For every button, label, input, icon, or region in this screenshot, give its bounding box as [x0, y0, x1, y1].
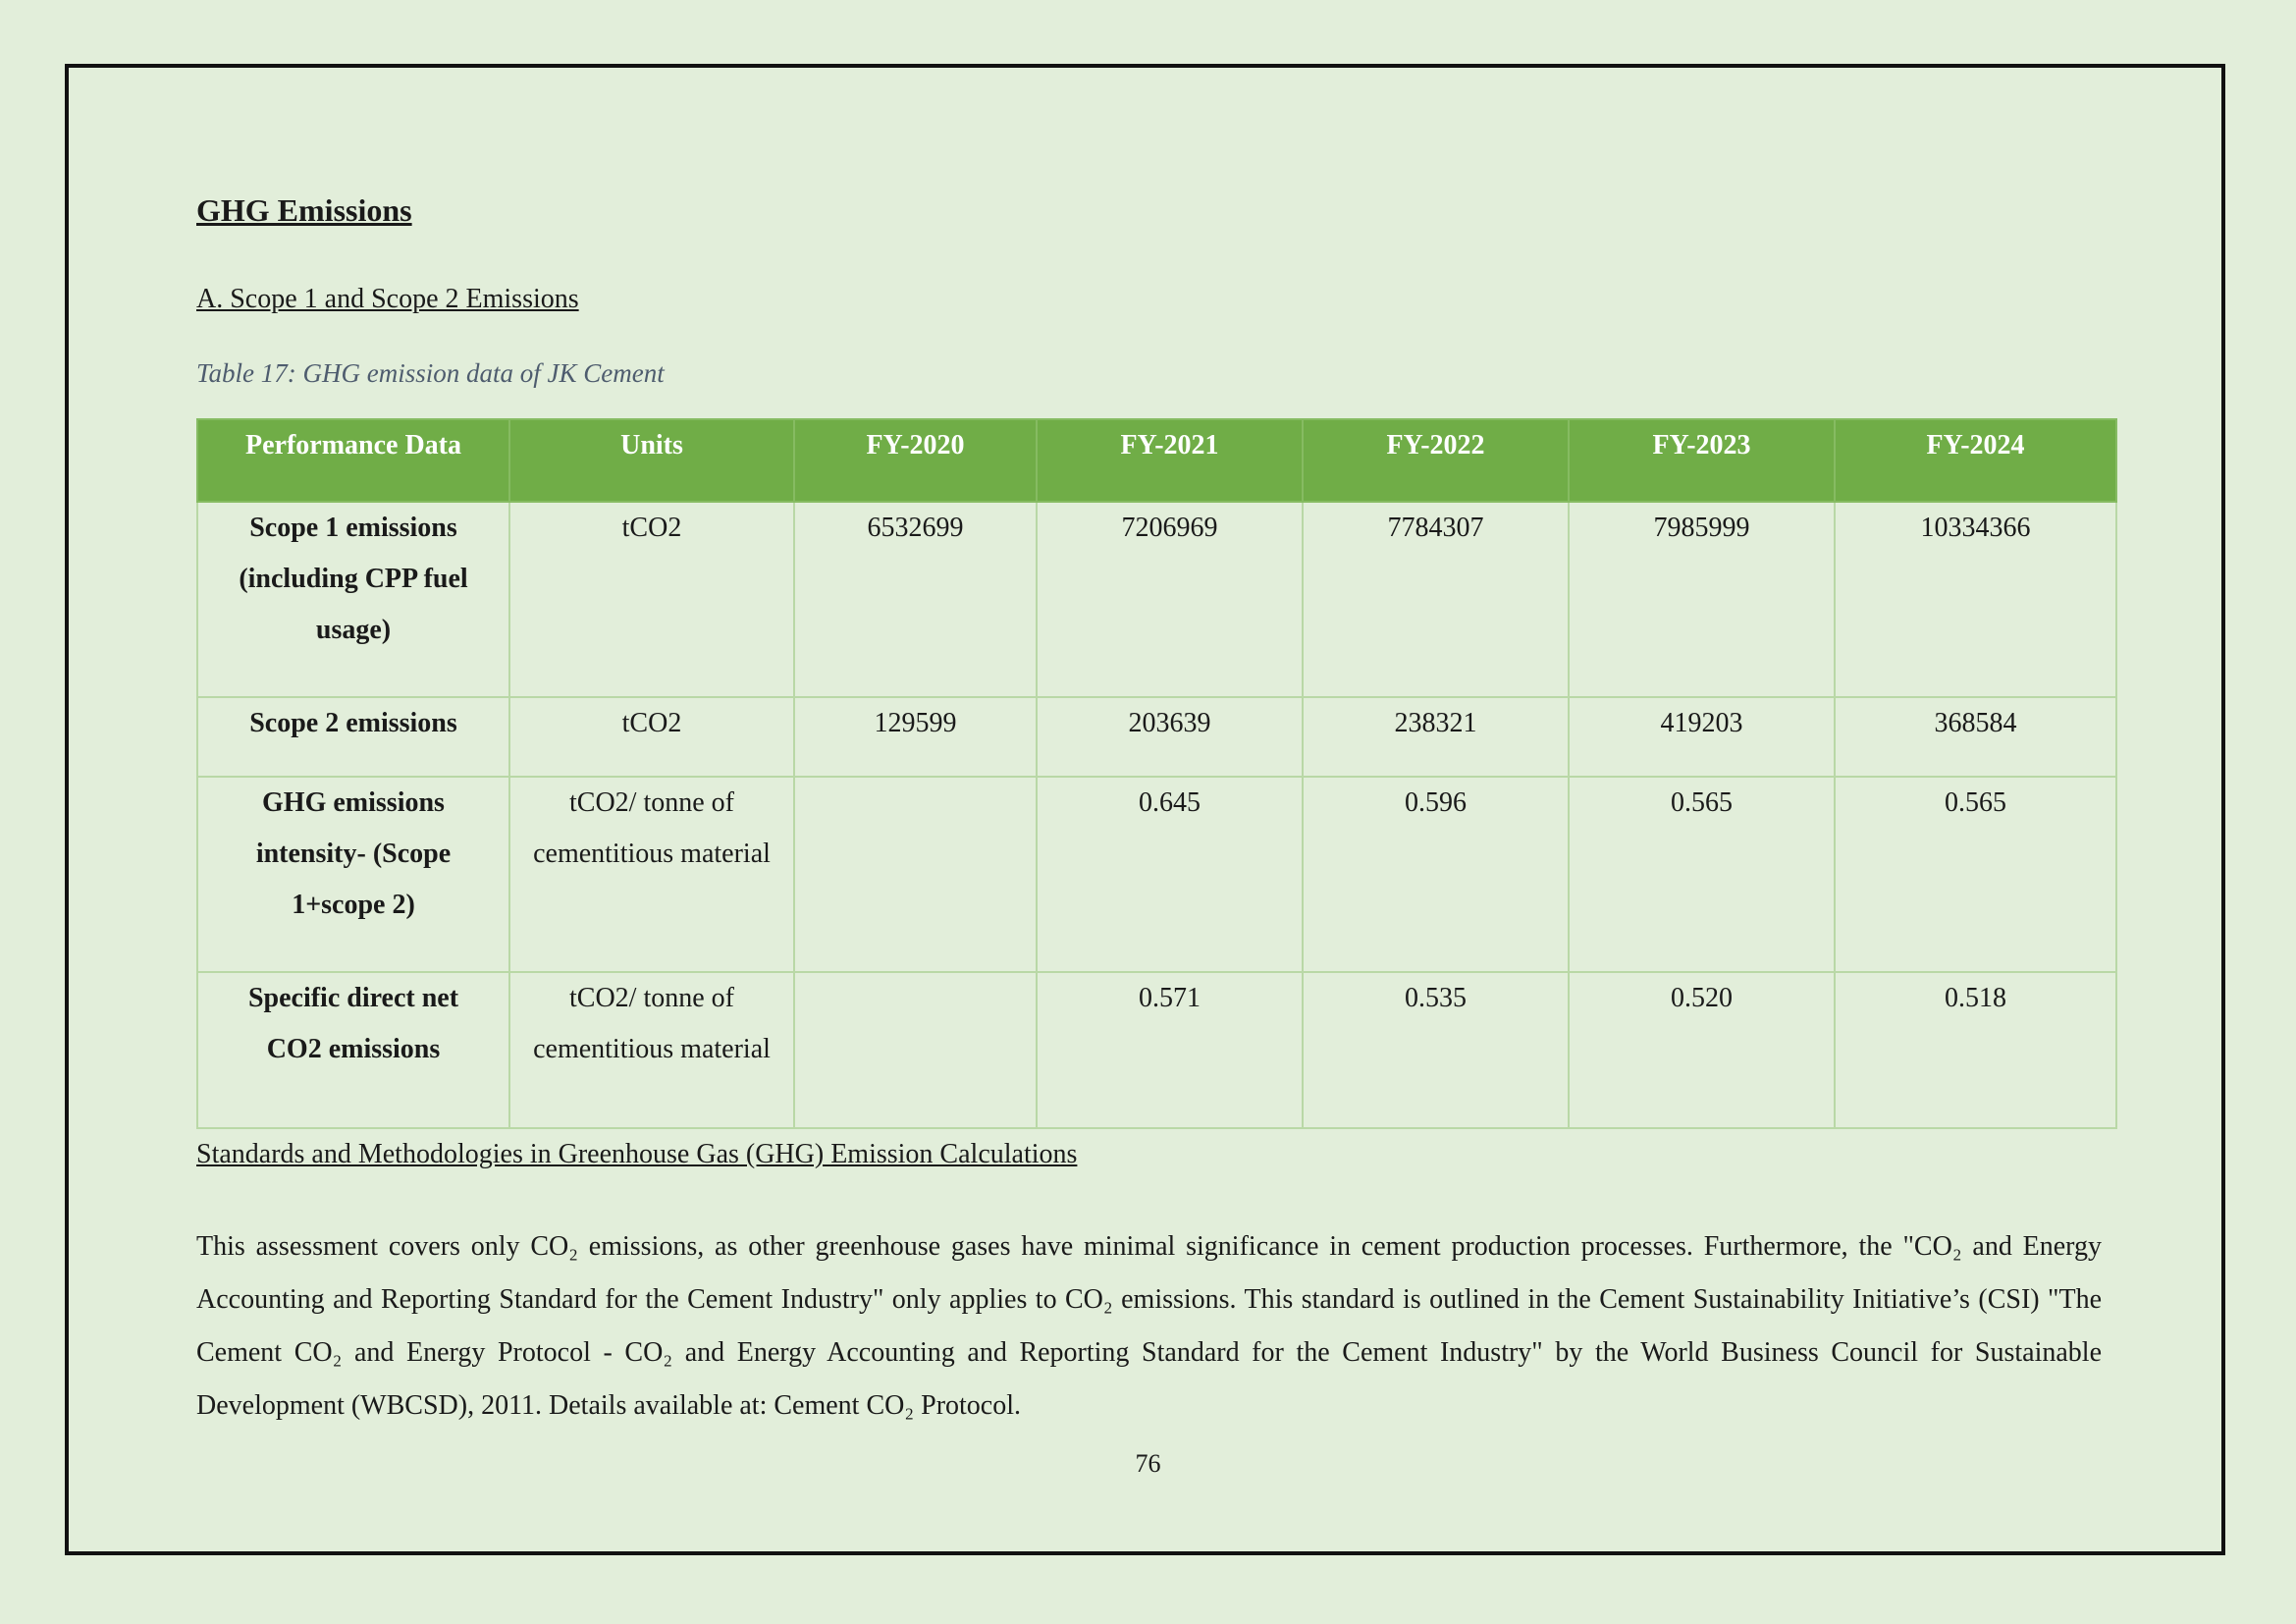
unit-line: tCO2/ tonne of	[569, 983, 734, 1013]
sub-heading: A. Scope 1 and Scope 2 Emissions	[196, 284, 579, 314]
standards-heading: Standards and Methodologies in Greenhouse Gas (GHG) Emission Calculations	[196, 1139, 1078, 1169]
row-label-line: 1+scope 2)	[292, 890, 415, 920]
header-cell: FY-2021	[1037, 419, 1303, 502]
ghg-emissions-table	[196, 418, 2117, 1129]
value-cell: 368584	[1835, 697, 2116, 777]
value-cell: 0.520	[1569, 972, 1835, 1128]
table-header-row	[197, 419, 2116, 502]
row-label-line: Scope 2 emissions	[249, 708, 457, 738]
header-cell: FY-2023	[1569, 419, 1835, 502]
value-cell: 129599	[794, 697, 1037, 777]
page-number: 76	[1135, 1449, 1161, 1478]
row-label-line: (including CPP fuel	[239, 564, 468, 594]
unit-cell	[509, 972, 794, 1128]
row-label-cell	[197, 777, 509, 972]
value-cell: 0.518	[1835, 972, 2116, 1128]
row-label-line: Scope 1 emissions	[249, 513, 457, 543]
unit-line: tCO2	[621, 708, 682, 738]
unit-line: cementitious material	[533, 839, 771, 869]
value-cell	[794, 777, 1037, 972]
unit-cell	[509, 777, 794, 972]
header-cell: FY-2024	[1835, 419, 2116, 502]
unit-cell	[509, 502, 794, 697]
value-cell: 0.565	[1569, 777, 1835, 972]
body-paragraph: This assessment covers only CO₂ emissions, as other greenhouse gases have minimal significance in cement production processes. Furthermore, the "CO₂ and Energy Accounting and Reporting Standard for the Cement Industry" only applies to CO₂ emissions. This standard is outlined in the Cement Sustainability Initiative’s (CSI) "The Cement CO₂ and Energy Protocol - CO₂ and Energy Accounting and Reporting Standard for the Cement Industry" by the World Business Council for Sustainable Development (WBCSD), 2011. Details available at: Cement CO₂ Protocol.	[196, 1231, 2102, 1421]
row-label-cell	[197, 502, 509, 697]
table-caption: Table 17: GHG emission data of JK Cement	[196, 358, 665, 388]
table-row	[197, 697, 2116, 777]
row-label-line: intensity- (Scope	[255, 839, 452, 869]
table-row	[197, 972, 2116, 1128]
value-cell: 0.596	[1303, 777, 1569, 972]
value-cell: 0.535	[1303, 972, 1569, 1128]
header-cell: Performance Data	[197, 419, 509, 502]
header-cell: FY-2020	[794, 419, 1037, 502]
value-cell: 0.565	[1835, 777, 2116, 972]
row-label-cell	[197, 697, 509, 777]
value-cell: 203639	[1037, 697, 1303, 777]
value-cell: 419203	[1569, 697, 1835, 777]
value-cell: 6532699	[794, 502, 1037, 697]
value-cell: 0.645	[1037, 777, 1303, 972]
value-cell: 7784307	[1303, 502, 1569, 697]
unit-cell	[509, 697, 794, 777]
value-cell: 0.571	[1037, 972, 1303, 1128]
row-label-line: CO2 emissions	[266, 1034, 441, 1064]
row-label-line: usage)	[315, 615, 392, 645]
row-label-cell	[197, 972, 509, 1128]
header-cell: Units	[509, 419, 794, 502]
value-cell: 7985999	[1569, 502, 1835, 697]
table-row	[197, 777, 2116, 972]
table-row	[197, 502, 2116, 697]
header-cell: FY-2022	[1303, 419, 1569, 502]
row-label-line: GHG emissions	[262, 787, 445, 818]
unit-line: cementitious material	[533, 1034, 771, 1064]
unit-line: tCO2	[621, 513, 682, 543]
value-cell: 238321	[1303, 697, 1569, 777]
value-cell: 7206969	[1037, 502, 1303, 697]
section-heading: GHG Emissions	[196, 192, 412, 228]
unit-line: tCO2/ tonne of	[569, 787, 734, 818]
value-cell: 10334366	[1835, 502, 2116, 697]
value-cell	[794, 972, 1037, 1128]
row-label-line: Specific direct net	[247, 983, 459, 1013]
